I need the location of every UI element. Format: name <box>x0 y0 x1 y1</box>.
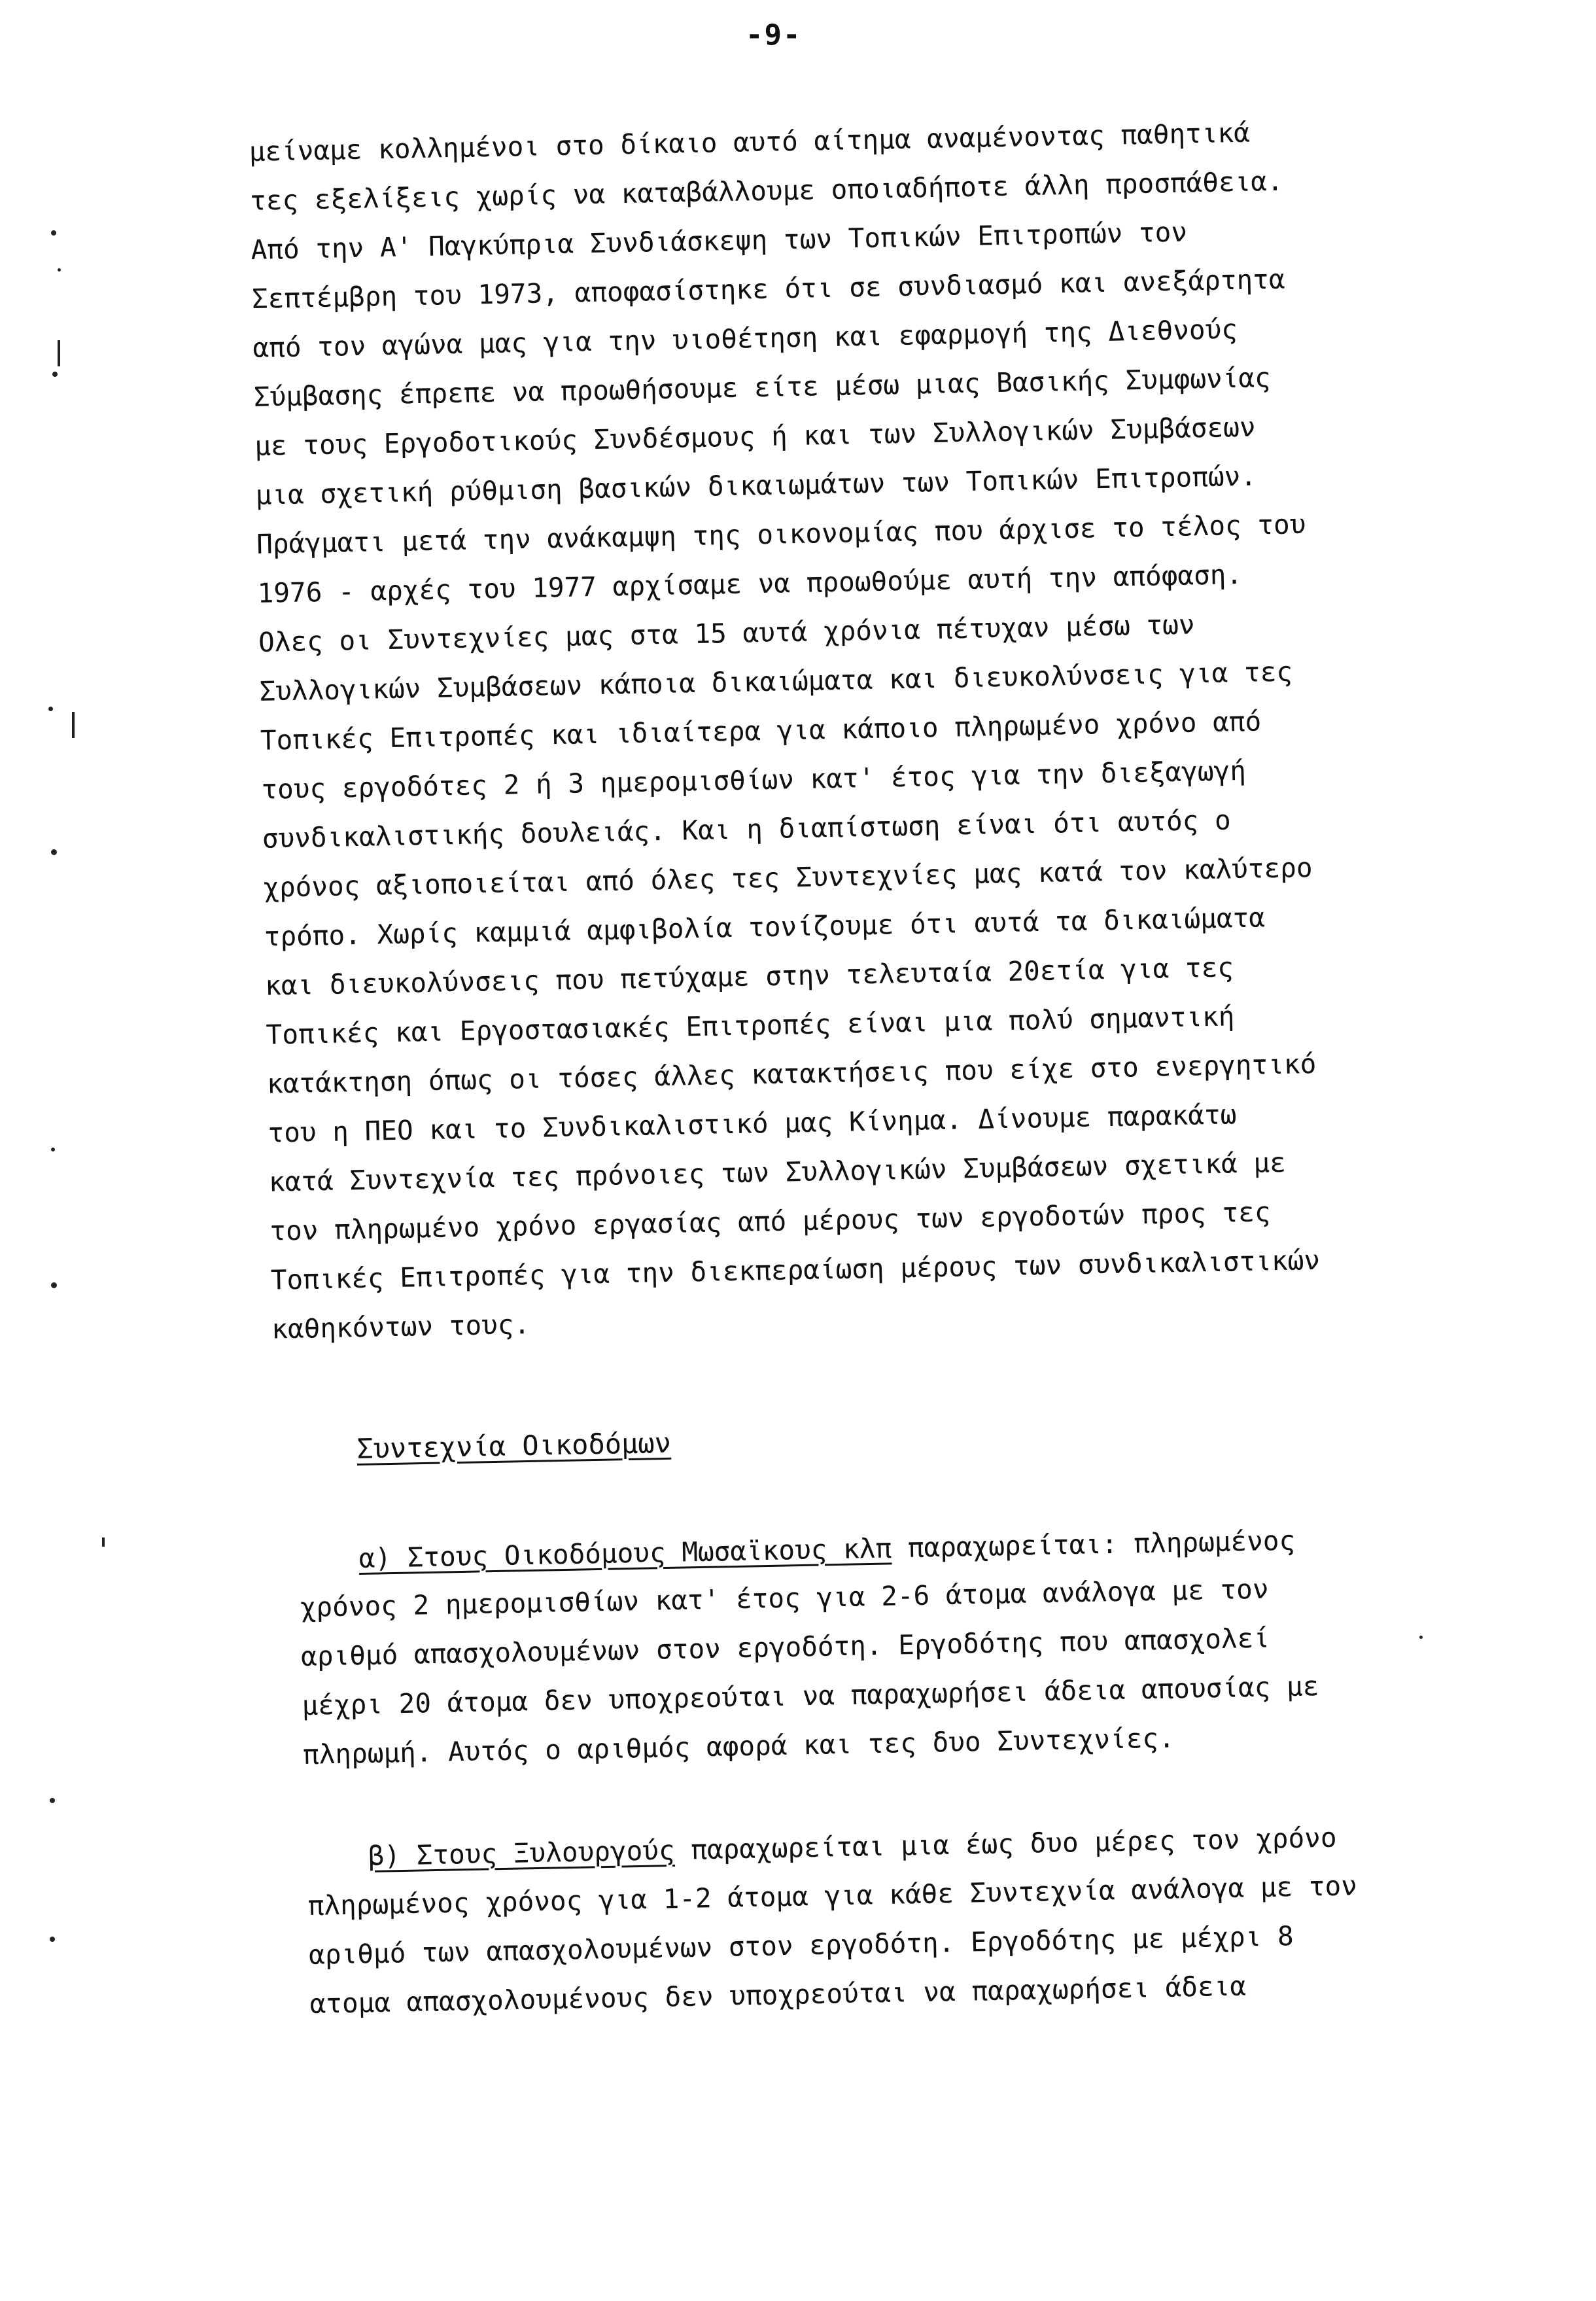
item-b-text-line: ατομα απασχολουμένους δεν υποχρεούται να παραχωρήσει άδεια <box>309 1970 1247 2020</box>
scan-dot <box>50 1937 55 1942</box>
scan-mark <box>102 1537 105 1547</box>
item-a-text-line: πληρωμή. Αυτός ο αριθμός αφορά και τες δυο Συντεχνίες. <box>302 1722 1175 1770</box>
item-a-first-line-rest: παραχωρείται: πληρωμένος <box>891 1524 1296 1564</box>
section-heading: Συντεχνία Οικοδόμων <box>356 1426 672 1465</box>
scan-dot <box>51 1148 55 1151</box>
scan-dot <box>51 849 57 855</box>
page-number: -9- <box>746 18 802 52</box>
scan-dot <box>58 268 61 272</box>
body-text-line: τρόπο. Χωρίς καμμιά αμφιβολία τονίζουμε ότι αυτά τα δικαιώματα <box>264 902 1266 953</box>
item-b-body <box>307 1860 1435 2029</box>
body-text-line: τες εξελίξεις χωρίς να καταβάλλουμε οποιαδήποτε άλλη προσπάθεια. <box>249 165 1284 217</box>
body-text-line: και διευκολύνσεις που πετύχαμε στην τελευταία 20ετία για τες <box>264 951 1234 1002</box>
scan-dot <box>51 1282 57 1288</box>
body-text-line: 1976 - αρχές του 1977 αρχίσαμε να προωθούμε αυτή την απόφαση. <box>257 558 1243 609</box>
scan-dot <box>50 1798 55 1803</box>
body-text-line: με τους Εργοδοτικούς Συνδέσμους ή και των Συλλογικών Συμβάσεων <box>254 411 1256 462</box>
body-text-line: Τοπικές Επιτροπές και ιδιαίτερα για κάποιο πληρωμένο χρόνο από <box>260 705 1262 756</box>
body-text-line: από τον αγώνα μας για την υιοθέτηση και εφαρμογή της Διεθνούς <box>252 313 1238 364</box>
item-b-label: β) Στους Ξυλουργούς <box>368 1834 676 1872</box>
item-a-label: α) Στους Οικοδόμους Μωσαϊκους κλπ <box>358 1532 892 1574</box>
item-a-text-line: χρόνος 2 ημερομισθίων κατ' έτος για 2-6 άτομα ανάλογα με τον <box>300 1573 1269 1623</box>
scan-dot <box>48 707 53 711</box>
item-a-text-line: μέχρι 20 άτομα δεν υποχρεούται να παραχωρήσει άδεια απουσίας με <box>302 1670 1319 1721</box>
body-text-line: Συλλογικών Συμβάσεων κάποια δικαιώματα και διευκολύνσεις για τες <box>259 656 1293 707</box>
body-text-line: συνδικαλιστικής δουλειάς. Και η διαπίστωση είναι ότι αυτός ο <box>262 804 1232 854</box>
body-text-line: τον πληρωμένο χρόνο εργασίας από μέρους των εργοδοτών προς τες <box>269 1196 1271 1247</box>
body-text-line: Πράγματι μετά την ανάκαμψη της οικονομίας που άρχισε το τέλος του <box>256 508 1306 560</box>
body-text-line: Από την Α' Παγκύπρια Συνδιάσκεψη των Τοπικών Επιτροπών τον <box>251 216 1188 266</box>
body-text-line: κατά Συντεχνία τες πρόνοιες των Συλλογικών Συμβάσεων σχετικά με <box>268 1146 1287 1198</box>
body-text-line: κατάκτηση όπως οι τόσες άλλες κατακτήσεις που είχε στο ενεργητικό <box>266 1047 1317 1100</box>
body-text-line: του η ΠΕΟ και το Συνδικαλιστικό μας Κίνημα. Δίνουμε παρακάτω <box>268 1098 1237 1149</box>
body-text-line: Ολες οι Συντεχνίες μας στα 15 αυτά χρόνια πέτυχαν μέσω των <box>258 608 1195 658</box>
body-text-line: Σεπτέμβρη του 1973, αποφασίστηκε ότι σε συνδιασμό και ανεξάρτητα <box>251 263 1285 315</box>
item-a-text-line: αριθμό απασχολουμένων στον εργοδότη. Εργοδότης που απασχολεί <box>300 1622 1270 1672</box>
body-text-line: Σύμβασης έπρεπε να προωθήσουμε είτε μέσω μιας Βασικής Συμφωνίας <box>253 362 1272 413</box>
body-text-line: μείναμε κολλημένοι στο δίκαιο αυτό αίτημα αναμένοντας παθητικά <box>249 116 1251 167</box>
body-paragraph <box>249 106 1397 1354</box>
body-text-line: χρόνος αξιοποιείται από όλες τες Συντεχνίες μας κατά τον καλύτερο <box>262 851 1313 904</box>
item-b-first-line-rest: παραχωρείται μια έως δυο μέρες τον χρόνο <box>674 1821 1337 1866</box>
body-text-line: καθηκόντων τους. <box>271 1309 530 1345</box>
body-text-line: Τοπικές Επιτροπές για την διεκπεραίωση μέρους των συνδικαλιστικών <box>270 1244 1321 1296</box>
scan-mark <box>58 340 60 366</box>
item-b-text-line: αριθμό των απασχολουμένων στον εργοδότη. Εργοδότης με μέχρι 8 <box>308 1920 1294 1971</box>
item-a-body <box>300 1562 1428 1780</box>
scan-dot <box>51 230 56 236</box>
body-text-line: μια σχετική ρύθμιση βασικών δικαιωμάτων των Τοπικών Επιτροπών. <box>255 460 1257 511</box>
body-text-line: Τοπικές και Εργοστασιακές Επιτροπές είναι μια πολύ σημαντική <box>266 1000 1235 1051</box>
scan-dot <box>52 372 58 377</box>
body-text-line: τους εργοδότες 2 ή 3 ημερομισθίων κατ' έτος για την διεξαγωγή <box>260 754 1247 805</box>
item-b-text-line: πληρωμένος χρόνος για 1-2 άτομα για κάθε Συντεχνία ανάλογα με τον <box>307 1870 1358 1922</box>
scan-mark <box>72 712 75 738</box>
